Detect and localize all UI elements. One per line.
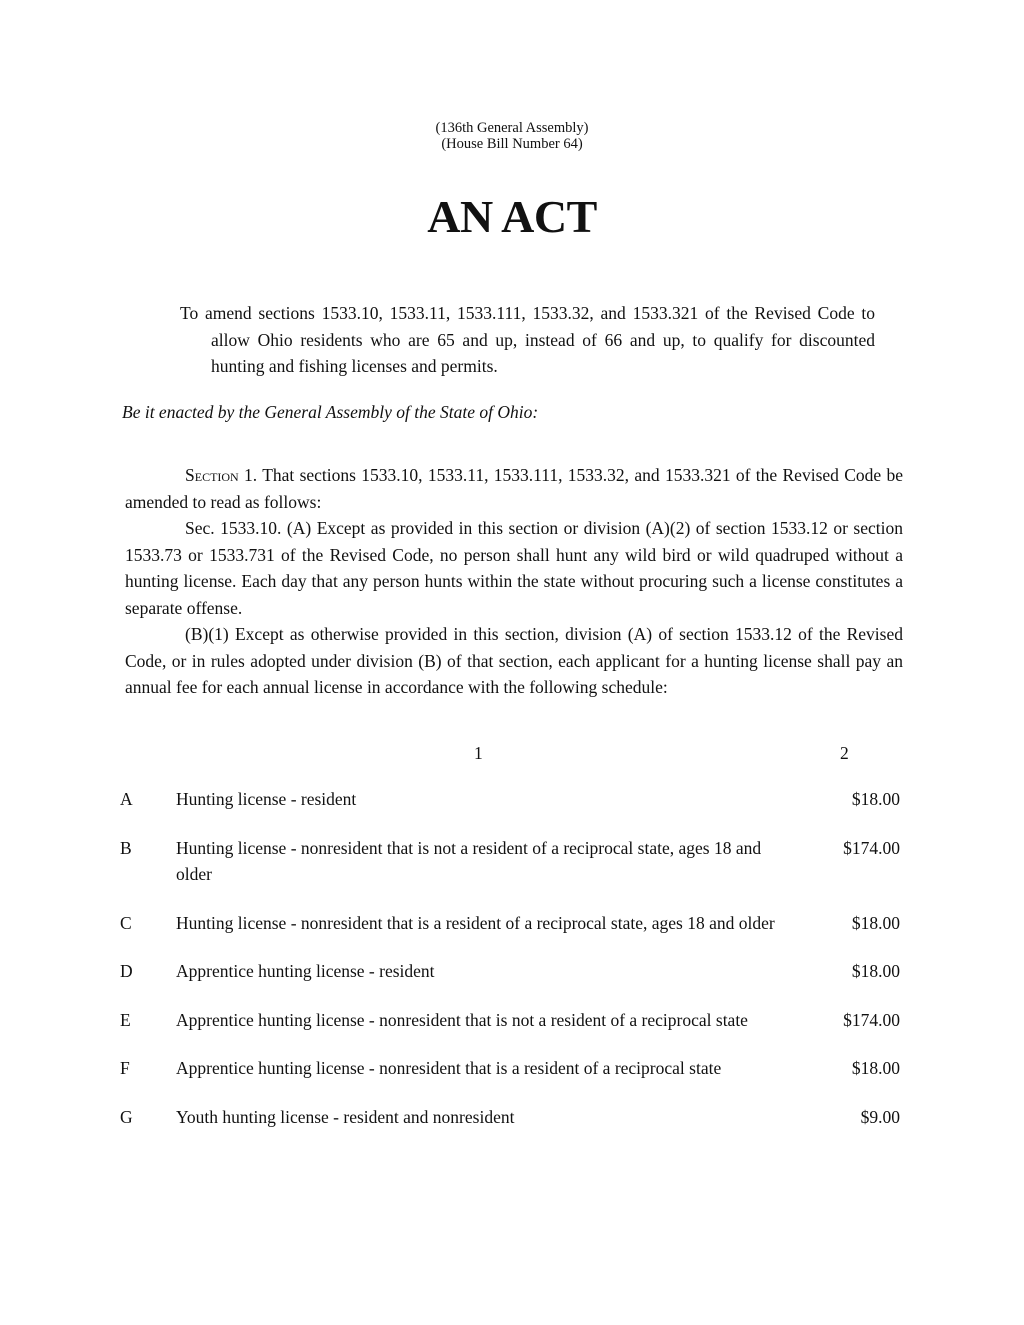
fee-table-row xyxy=(120,786,900,813)
hunting-license-fee-table xyxy=(120,740,900,1130)
fee-row-letter: B xyxy=(120,837,132,858)
fee-row-description: Hunting license - nonresident that is not a resident of a reciprocal state, ages 18 and older xyxy=(176,837,762,884)
section-1-text: 1. That sections 1533.10, 1533.11, 1533.111, 1533.32, and 1533.321 of the Revised Code be amended to read as follows: xyxy=(125,465,903,512)
fee-row-description: Hunting license - nonresident that is a resident of a reciprocal state, ages 18 and older xyxy=(176,912,775,933)
fee-row-description: Apprentice hunting license - nonresident that is a resident of a reciprocal state xyxy=(176,1058,722,1078)
act-purpose-clause: To amend sections 1533.10, 1533.11, 1533.111, 1533.32, and 1533.321 of the Revised Code to allow Ohio residents who are 65 and up, instead of 66 and up, to qualify for discounted hunting and fishing licenses and permits. xyxy=(180,303,875,376)
fee-row-letter: C xyxy=(120,912,132,933)
fee-row-amount: $18.00 xyxy=(851,789,900,809)
section-label: Section xyxy=(185,465,239,485)
fee-row-letter: F xyxy=(120,1058,130,1078)
general-assembly-line: (136th General Assembly) xyxy=(435,120,589,136)
column-header-2: 2 xyxy=(840,743,849,763)
fee-row-description: Hunting license - resident xyxy=(176,789,357,809)
fee-table-row xyxy=(120,910,900,937)
fee-row-description: Apprentice hunting license - nonresident that is not a resident of a reciprocal state xyxy=(176,1009,748,1030)
bill-header xyxy=(0,120,1024,152)
fee-row-amount: $18.00 xyxy=(851,912,900,933)
house-bill-line: (House Bill Number 64) xyxy=(441,136,583,152)
column-header-1: 1 xyxy=(474,743,483,763)
act-body xyxy=(125,462,903,701)
act-title: AN ACT xyxy=(427,191,597,242)
fee-table-row xyxy=(120,958,900,985)
section-1533-10-b1-paragraph: (B)(1) Except as otherwise provided in this section, division (A) of section 1533.12 of the Revised Code, or in rules adopted under division (B) of that section, each applicant for a hunting license shall pay an annual fee for each annual license in accordance with the following schedule: xyxy=(125,624,903,697)
fee-row-letter: G xyxy=(120,1106,133,1127)
fee-row-amount: $9.00 xyxy=(860,1106,900,1127)
fee-row-amount: $174.00 xyxy=(843,837,900,858)
fee-row-description: Apprentice hunting license - resident xyxy=(176,961,435,981)
section-1533-10-a-paragraph: Sec. 1533.10. (A) Except as provided in this section or division (A)(2) of section 1533.12 or section 1533.73 or 1533.731 of the Revised Code, no person shall hunt any wild bird or wild quadruped without a hunting license. Each day that any person hunts within the state without procuring such a license constitutes a separate offense. xyxy=(125,518,903,618)
fee-row-amount: $18.00 xyxy=(851,1058,900,1078)
enacting-clause: Be it enacted by the General Assembly of the State of Ohio: xyxy=(122,402,539,422)
fee-table-rows xyxy=(120,786,900,1130)
fee-row-letter: E xyxy=(120,1009,131,1030)
fee-table-row xyxy=(120,835,900,888)
fee-row-letter: D xyxy=(120,961,133,981)
fee-table-row xyxy=(120,1104,900,1131)
fee-table-row xyxy=(120,1055,900,1082)
fee-row-amount: $174.00 xyxy=(843,1009,900,1030)
fee-row-letter: A xyxy=(120,789,133,809)
fee-row-amount: $18.00 xyxy=(851,961,900,981)
fee-table-row xyxy=(120,1007,900,1034)
fee-table-column-headers xyxy=(120,740,900,766)
fee-row-description: Youth hunting license - resident and nonresident xyxy=(176,1106,515,1127)
section-1-paragraph xyxy=(125,462,903,515)
